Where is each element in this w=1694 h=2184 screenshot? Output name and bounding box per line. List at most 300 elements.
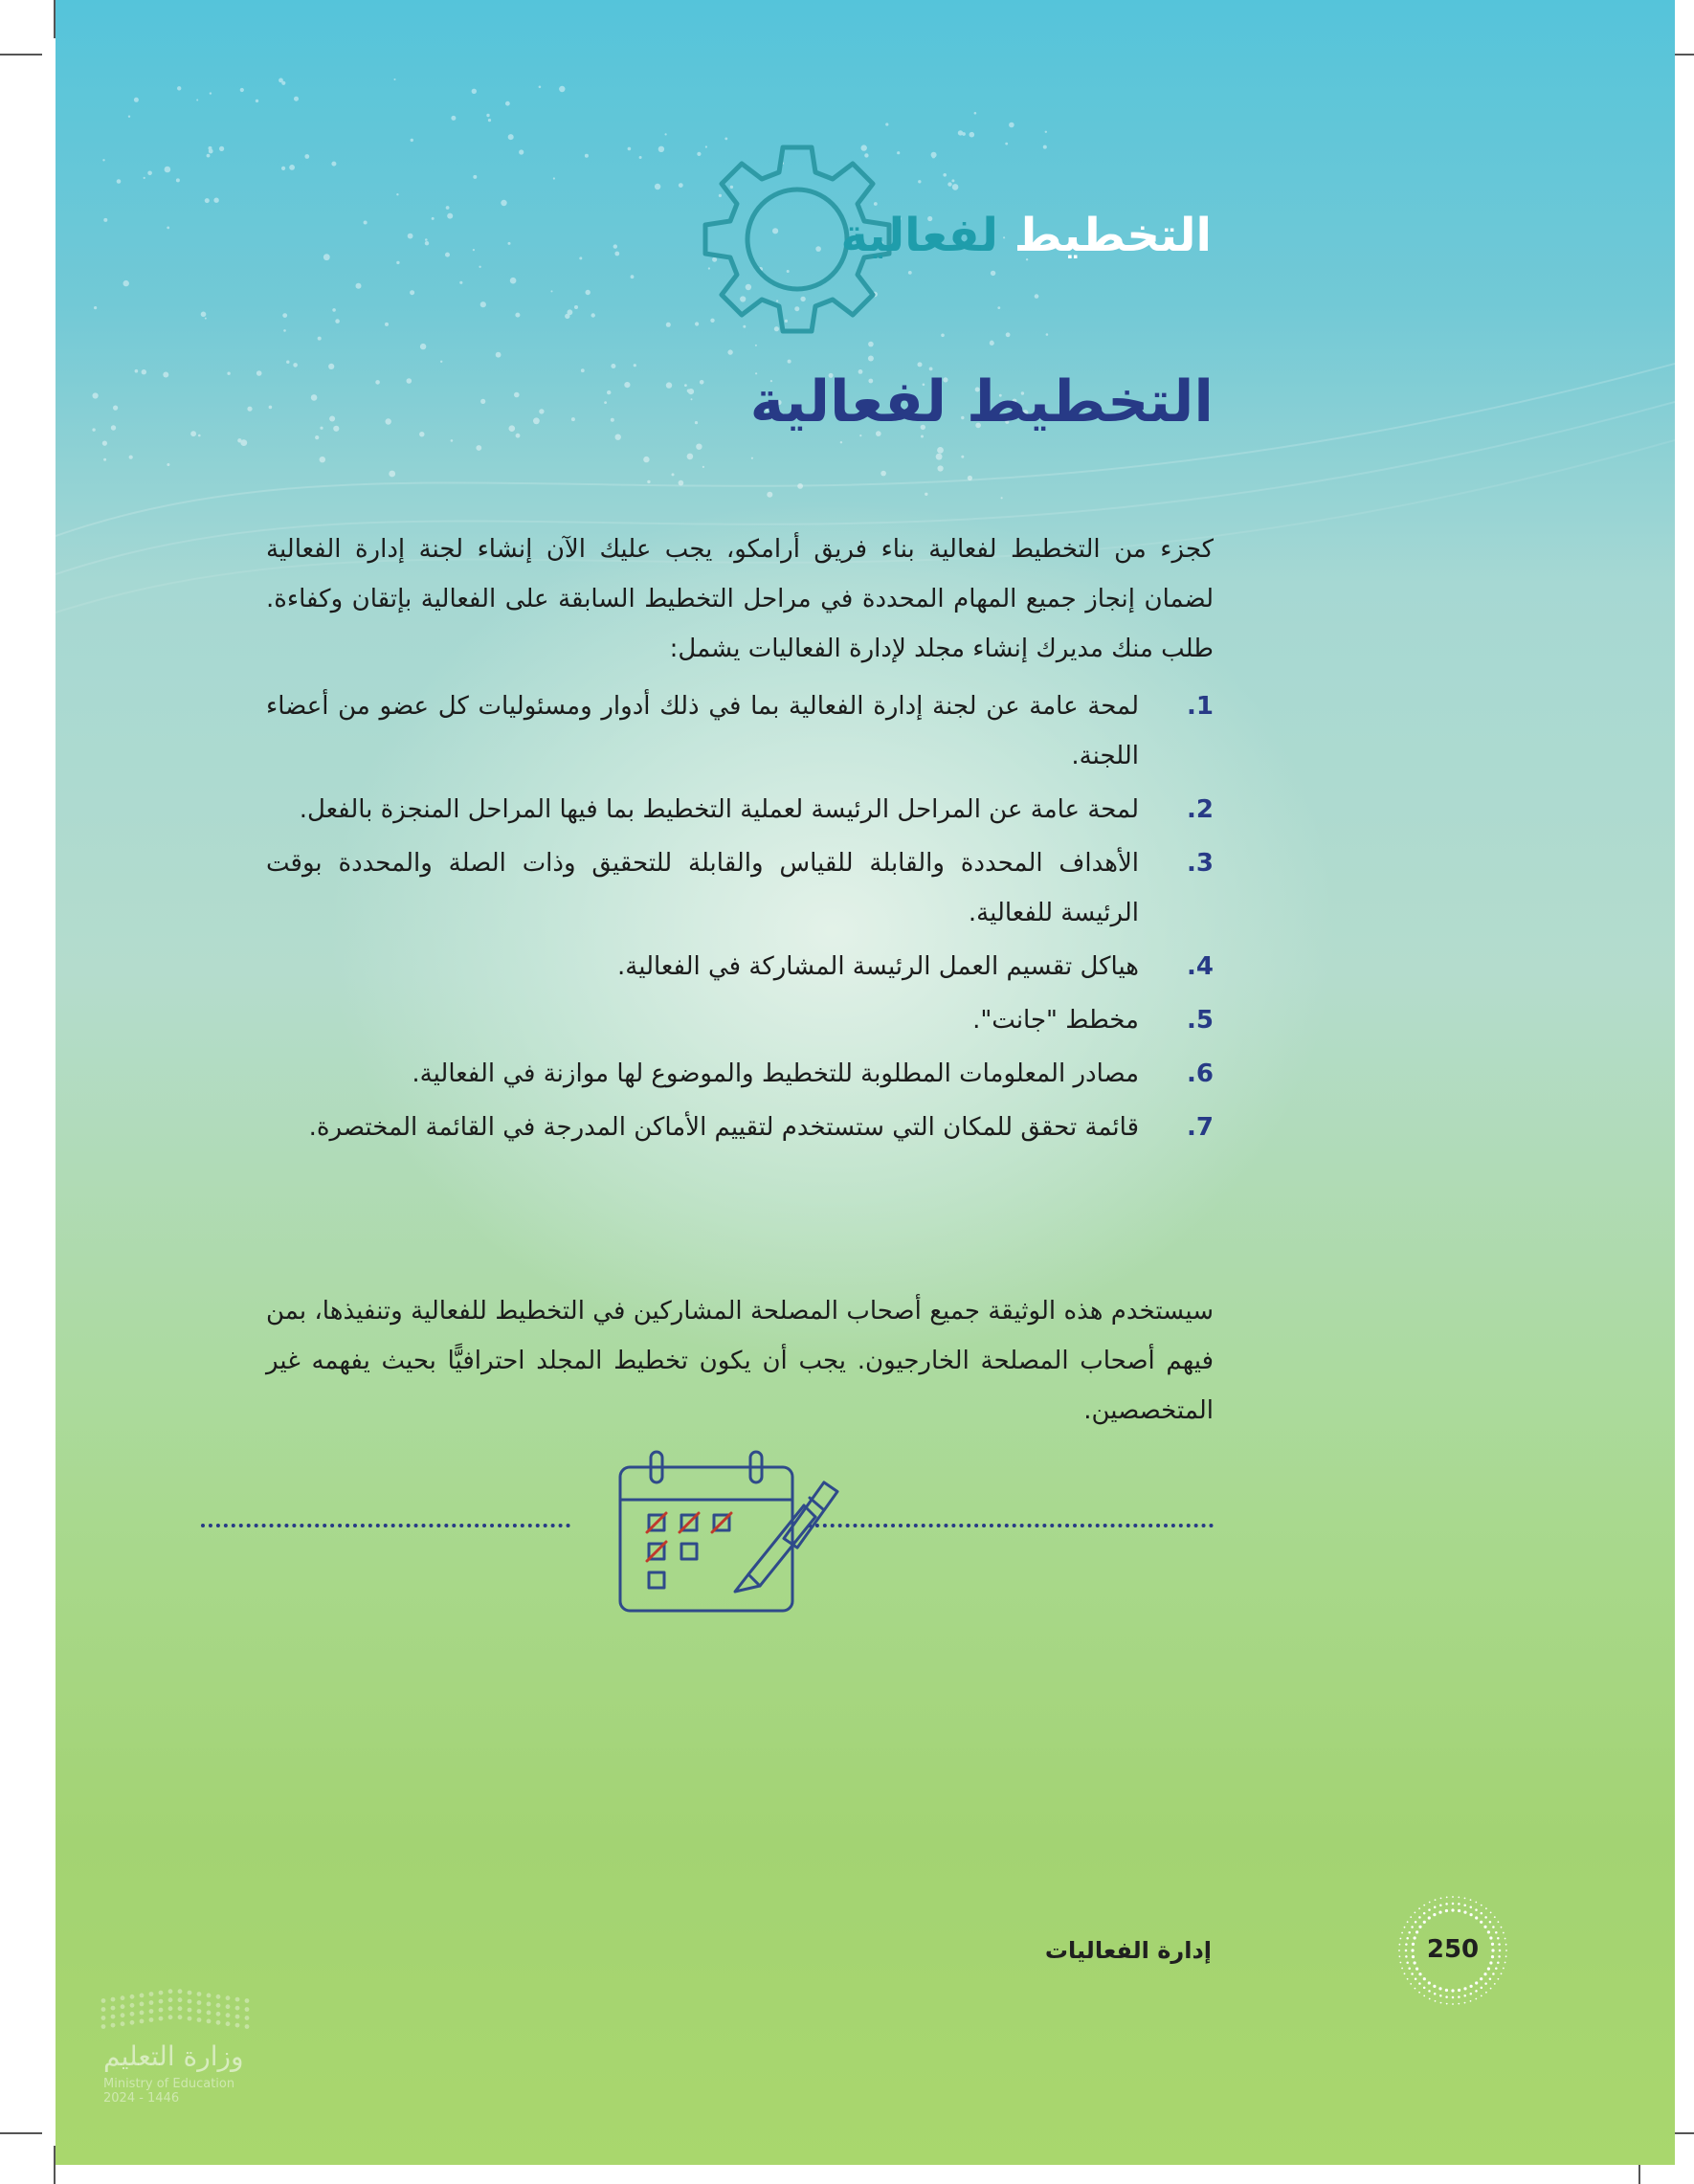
badge-dot — [1485, 1907, 1487, 1909]
decorative-dot — [936, 454, 943, 460]
decorative-dot — [451, 116, 456, 121]
badge-dot — [1487, 1968, 1490, 1971]
badge-dot — [1411, 1926, 1414, 1928]
decorative-dot — [688, 389, 694, 394]
badge-dot — [1445, 1995, 1448, 1998]
decorative-dot — [751, 457, 753, 459]
badge-dot — [1428, 1916, 1431, 1919]
decorative-dot — [328, 364, 334, 369]
decorative-dot — [480, 399, 485, 404]
decorative-dot — [496, 352, 502, 358]
badge-dot — [1445, 1903, 1448, 1905]
list-item-text: هياكل تقسيم العمل الرئيسة المشاركة في الفعالية. — [617, 952, 1139, 981]
ministry-english: Ministry of Education — [103, 2077, 235, 2091]
list-item — [266, 942, 1214, 992]
ministry-logo-dot — [207, 1994, 212, 1998]
ministry-logo-dot — [159, 2008, 164, 2013]
decorative-dot — [767, 492, 772, 498]
list-item-number: 4. — [1187, 952, 1214, 981]
decorative-dot — [240, 439, 247, 446]
decorative-dot — [283, 329, 286, 332]
decorative-dot — [615, 435, 621, 440]
decorative-dot — [315, 435, 319, 439]
decorative-dot — [571, 417, 575, 421]
badge-dot — [1440, 1898, 1442, 1900]
list-item-number: 3. — [1187, 849, 1214, 878]
badge-dot — [1423, 1987, 1426, 1990]
ministry-logo-dot — [188, 2017, 192, 2021]
decorative-dot — [210, 92, 212, 94]
ministry-logo-dot — [159, 1999, 164, 2004]
badge-dot — [1475, 1902, 1477, 1904]
ministry-name: وزارة التعليم — [103, 2040, 244, 2072]
badge-dot — [1470, 2000, 1472, 2002]
badge-dot — [1438, 1911, 1441, 1914]
decorative-dot — [868, 356, 874, 362]
ministry-logo-dot — [245, 2007, 250, 2012]
ministry-logo-dot — [245, 2024, 250, 2029]
decorative-dot — [329, 416, 335, 422]
badge-dot — [1495, 1931, 1498, 1934]
badge-dot — [1452, 1896, 1454, 1898]
decorative-dot — [918, 362, 923, 367]
badge-dot — [1487, 1930, 1490, 1933]
header-title-white: التخطيط — [1014, 209, 1212, 262]
ministry-logo-dot — [226, 2004, 231, 2009]
list-item — [266, 838, 1214, 938]
badge-dot — [1429, 1998, 1431, 2000]
badge-dot — [1418, 1972, 1421, 1975]
badge-dot — [1464, 1898, 1466, 1900]
badge-dot — [1470, 1993, 1473, 1995]
badge-dot — [1428, 1981, 1431, 1984]
badge-dot — [1429, 1902, 1431, 1904]
header-title — [840, 209, 1212, 262]
ministry-logo-dot — [178, 2006, 183, 2011]
badge-dot — [1481, 1905, 1482, 1906]
ministry-logo-dot — [168, 2006, 173, 2011]
decorative-dot — [695, 421, 698, 424]
ministry-logo-dot — [188, 2008, 192, 2013]
decorative-dot — [1046, 333, 1049, 336]
badge-dot — [1445, 1909, 1448, 1912]
ministry-logo-dot — [101, 2007, 106, 2012]
list-item — [266, 785, 1214, 835]
badge-dot — [1484, 1982, 1487, 1985]
badge-dot — [1489, 1978, 1492, 1981]
list-item — [266, 1103, 1214, 1152]
badge-dot — [1411, 1972, 1414, 1975]
list-item-number: 5. — [1187, 1006, 1214, 1035]
ministry-year: 2024 - 1446 — [103, 2091, 180, 2106]
ministry-logo-dot — [140, 1994, 145, 1998]
decorative-dot — [687, 454, 694, 460]
ministry-logo-dot — [216, 2003, 221, 2008]
decorative-dot — [700, 380, 704, 385]
ministry-logo-dot — [101, 2024, 106, 2029]
decorative-dot — [294, 97, 299, 101]
badge-dot — [1458, 1989, 1460, 1992]
badge-dot — [1492, 1926, 1495, 1928]
decorative-dot — [102, 441, 107, 446]
badge-dot — [1408, 1931, 1411, 1934]
decorative-dot — [198, 435, 201, 437]
ministry-logo-dot — [121, 2013, 125, 2017]
badge-dot — [1435, 2000, 1437, 2002]
badge-dot — [1503, 1932, 1505, 1934]
decorative-dot — [559, 86, 565, 92]
ministry-logo-dot — [235, 1997, 240, 2002]
ministry-logo-dot — [149, 2000, 154, 2005]
list-item — [266, 1049, 1214, 1099]
decorative-dot — [129, 456, 133, 459]
decorative-dot — [163, 372, 168, 378]
decorative-dot — [92, 428, 95, 431]
outro-paragraph: سيستخدم هذه الوثيقة جميع أصحاب المصلحة المشاركين في التخطيط للفعالية وتنفيذها، بمن فيهم أصحاب المصلحة الخارجيون. يجب أن يكون تخطيط المجلد احترافيًّا بحيث يفهمه غير المتخصصين. — [266, 1297, 1214, 1425]
decorative-dot — [488, 119, 491, 122]
badge-dot — [1480, 1977, 1482, 1980]
decorative-dot — [516, 434, 521, 438]
decorative-dot — [607, 390, 611, 394]
decorative-dot — [240, 88, 244, 92]
decorative-dot — [93, 392, 99, 398]
badge-dot — [1464, 2002, 1466, 2004]
badge-dot — [1404, 1927, 1406, 1928]
badge-dot — [1415, 1921, 1417, 1924]
decorative-dot — [581, 368, 585, 372]
ministry-logo-dot — [140, 2019, 145, 2024]
decorative-dot — [386, 418, 391, 424]
ministry-logo-dot — [197, 2000, 202, 2005]
list-item-number: 2. — [1187, 795, 1214, 824]
list-item-text: لمحة عامة عن المراحل الرئيسة لعملية التخطيط بما فيها المراحل المنجزة بالفعل. — [299, 795, 1139, 824]
decorative-dot — [389, 471, 395, 478]
decorative-dot — [486, 114, 489, 117]
decorative-dot — [643, 457, 649, 462]
decorative-dot — [691, 398, 693, 400]
badge-dot — [1418, 1926, 1421, 1928]
badge-dot — [1423, 1921, 1426, 1924]
decorative-dot — [539, 86, 542, 89]
badge-dot — [1418, 1992, 1420, 1994]
badge-dot — [1495, 1968, 1498, 1971]
badge-dot — [1480, 1921, 1482, 1924]
badge-dot — [1483, 1972, 1486, 1975]
decorative-dot — [647, 480, 650, 483]
decorative-dot — [279, 78, 283, 83]
decorative-dot — [227, 372, 230, 375]
ministry-logo-dot — [216, 2020, 221, 2025]
badge-dot — [1458, 2003, 1460, 2005]
ministry-logo-dot — [159, 2017, 164, 2021]
list-item-number: 6. — [1187, 1059, 1214, 1088]
badge-dot — [1458, 1995, 1460, 1998]
ministry-logo-dot — [235, 2006, 240, 2011]
badge-dot — [1438, 1987, 1441, 1990]
badge-dot — [1410, 1916, 1412, 1918]
ministry-logo-dot — [245, 2016, 250, 2020]
list-item-text: الأهداف المحددة والقابلة للقياس والقابلة للتحقيق وذات الصلة والمحددة بوقت الرئيسة للفعالية. — [266, 849, 1139, 927]
ministry-logo-dot — [121, 2004, 125, 2009]
calendar-checklist-icon — [591, 1440, 879, 1632]
badge-dot — [1463, 1904, 1466, 1906]
decorative-dot — [375, 380, 380, 385]
ministry-logo-dot — [111, 2023, 116, 2028]
ministry-logo-dot — [168, 2015, 173, 2019]
ministry-logo-dot — [207, 2019, 212, 2024]
ministry-logo-dot — [149, 2017, 154, 2022]
ministry-logo-dot — [111, 2015, 116, 2019]
badge-dot — [1433, 1985, 1436, 1988]
badge-dot — [1501, 1972, 1503, 1974]
badge-dot — [1423, 1977, 1426, 1980]
decorative-dot — [634, 364, 636, 367]
list-item — [266, 995, 1214, 1045]
badge-dot — [1492, 1972, 1495, 1975]
badge-dot — [1446, 1897, 1448, 1899]
ministry-logo-dot — [140, 2002, 145, 2007]
page — [56, 0, 1675, 2165]
ministry-logo-dot — [188, 1991, 192, 1995]
ministry-logo-dot — [197, 2009, 202, 2014]
badge-dot — [1401, 1932, 1403, 1934]
decorative-dot — [880, 471, 886, 477]
ministry-logo-dot — [168, 1997, 173, 2002]
ministry-logo-dot — [101, 2016, 106, 2020]
badge-dot — [1475, 1990, 1478, 1993]
badge-dot — [1452, 1903, 1455, 1905]
ministry-logo-dot — [235, 2023, 240, 2028]
decorative-dot — [1001, 497, 1003, 499]
ministry-logo-dot — [121, 2021, 125, 2026]
badge-dot — [1428, 1990, 1431, 1993]
ministry-logo-dot — [168, 1989, 173, 1994]
ministry-logo-dot — [101, 1998, 106, 2003]
dotted-divider-left — [201, 1524, 570, 1527]
badge-dot — [1498, 1921, 1500, 1923]
badge-dot — [1481, 1912, 1483, 1915]
decorative-dot — [938, 465, 944, 471]
ministry-logo-dot — [130, 2003, 135, 2008]
badge-dot — [1407, 1921, 1409, 1923]
decorative-dot — [142, 369, 146, 374]
decorative-dot — [539, 409, 544, 413]
badge-dot — [1451, 1989, 1454, 1992]
badge-dot — [1418, 1982, 1421, 1985]
page-title: التخطيط لفعالية — [749, 368, 1214, 435]
badge-dot — [1475, 1981, 1478, 1984]
list-item-number: 7. — [1187, 1113, 1214, 1142]
decorative-dot — [514, 392, 520, 398]
decorative-dot — [941, 334, 945, 338]
badge-dot — [1503, 1968, 1505, 1970]
decorative-dot — [666, 382, 672, 388]
badge-dot — [1481, 1987, 1483, 1990]
badge-dot — [1463, 1911, 1466, 1914]
ministry-logo-dot — [111, 1997, 116, 2002]
badge-dot — [1483, 1926, 1486, 1928]
ministry-logo-dot — [197, 2017, 202, 2022]
badge-dot — [1489, 1921, 1492, 1924]
badge-dot — [1475, 1908, 1478, 1911]
badge-dot — [1490, 1912, 1492, 1914]
decorative-dot — [311, 394, 318, 401]
badge-dot — [1475, 1916, 1478, 1919]
ministry-logo-dot — [140, 2011, 145, 2016]
ministry-logo-dot — [159, 1991, 164, 1995]
decorative-dot — [604, 401, 607, 404]
badge-dot — [1501, 1927, 1503, 1928]
badge-dot — [1423, 1905, 1425, 1906]
decorative-dot — [111, 425, 116, 430]
decorative-dot — [128, 116, 130, 118]
decorative-dot — [190, 431, 196, 436]
badge-dot — [1439, 1904, 1442, 1906]
decorative-dot — [394, 78, 396, 80]
decorative-dot — [256, 100, 258, 102]
ministry-logo-dot — [216, 1995, 221, 1999]
page-number: 250 — [1426, 1935, 1480, 1964]
decorative-dot — [611, 418, 614, 422]
decorative-dot — [320, 427, 323, 430]
badge-dot — [1418, 1907, 1420, 1909]
badge-dot — [1498, 1978, 1500, 1980]
decorative-dot — [451, 439, 454, 442]
badge-dot — [1490, 1988, 1492, 1990]
badge-dot — [1418, 1916, 1421, 1919]
decorative-dot — [925, 493, 927, 496]
ministry-logo-dot — [121, 1995, 125, 2000]
decorative-dot — [974, 112, 977, 115]
badge-dot — [1470, 1985, 1473, 1988]
decorative-dot — [840, 441, 842, 443]
ministry-logo-dot — [111, 2006, 116, 2011]
header-title-accent: لفعالية — [840, 209, 998, 262]
badge-dot — [1445, 1989, 1448, 1992]
decorative-dot — [113, 406, 118, 411]
decorative-dot — [440, 361, 442, 363]
badge-dot — [1439, 1995, 1442, 1997]
badge-dot — [1452, 2003, 1454, 2005]
decorative-dot — [167, 463, 169, 466]
decorative-dot — [672, 473, 675, 476]
intro-paragraph: كجزء من التخطيط لفعالية بناء فريق أرامكو، يجب عليك الآن إنشاء لجنة إدارة الفعالية لضمان إنجاز جميع المهام المحددة في مراحل التخطيط السابقة على الفعالية بإتقان وكفاءة. طلب منك مديرك إنشاء مجلد لإدارة الفعاليات يشمل: — [266, 535, 1214, 663]
list-item-text: مخطط "جانت". — [972, 1006, 1139, 1035]
decorative-dot — [293, 363, 298, 368]
ministry-logo-dot — [188, 1999, 192, 2004]
badge-dot — [1415, 1968, 1418, 1971]
badge-dot — [1458, 1909, 1460, 1912]
decorative-dot — [134, 98, 139, 102]
ministry-logo-dot — [130, 2012, 135, 2017]
ministry-logo-dot — [226, 2013, 231, 2017]
badge-dot — [1408, 1968, 1411, 1971]
decorative-dot — [103, 458, 106, 461]
badge-dot — [1415, 1912, 1416, 1914]
ministry-logo-dot — [235, 2015, 240, 2019]
ministry-logo-dot — [226, 2021, 231, 2026]
ministry-logo-dot — [130, 2020, 135, 2025]
list-item-number: 1. — [1187, 692, 1214, 721]
decorative-dot — [318, 337, 322, 341]
ministry-logo-dot — [216, 2012, 221, 2017]
requirements-list — [266, 681, 1214, 1156]
badge-dot — [1463, 1987, 1466, 1990]
decorative-dot — [320, 457, 325, 462]
decorative-dot — [1009, 123, 1014, 128]
list-item-text: مصادر المعلومات المطلوبة للتخطيط والموضوع لها موازنة في الفعالية. — [412, 1059, 1139, 1088]
badge-dot — [1484, 1916, 1487, 1919]
badge-dot — [1415, 1988, 1416, 1990]
badge-dot — [1494, 1983, 1496, 1985]
section-header — [56, 134, 1675, 325]
decorative-dot — [472, 89, 477, 94]
badge-dot — [1434, 1993, 1437, 1995]
decorative-dot — [1045, 131, 1047, 133]
badge-dot — [1440, 2002, 1442, 2004]
badge-dot — [1475, 1998, 1477, 2000]
decorative-dot — [533, 417, 540, 424]
badge-dot — [1485, 1992, 1487, 1994]
ministry-logo-dot — [149, 2009, 154, 2014]
badge-dot — [1458, 1903, 1460, 1905]
decorative-dot — [196, 100, 198, 101]
decorative-dot — [286, 361, 289, 364]
badge-dot — [1446, 2003, 1448, 2005]
badge-dot — [1470, 1899, 1472, 1901]
badge-dot — [1404, 1972, 1406, 1974]
badge-dot — [1451, 1908, 1454, 1911]
badge-dot — [1470, 1905, 1473, 1908]
badge-dot — [1470, 1913, 1473, 1916]
ministry-logo-dot — [149, 1992, 154, 1996]
badge-dot — [1452, 1996, 1455, 1999]
decorative-dot — [611, 364, 615, 368]
decorative-dot — [247, 407, 252, 412]
badge-dot — [1410, 1983, 1412, 1985]
decorative-dot — [684, 384, 687, 387]
decorative-dot — [419, 432, 424, 436]
badge-dot — [1463, 1995, 1466, 1997]
decorative-dot — [269, 406, 273, 410]
ministry-logo-dot — [245, 1998, 250, 2003]
decorative-dot — [990, 341, 994, 345]
ministry-logo-dot — [178, 2015, 183, 2019]
decorative-dot — [177, 86, 181, 90]
decorative-dot — [407, 378, 412, 384]
decorative-dot — [420, 344, 426, 349]
section-label: إدارة الفعاليات — [1044, 1937, 1212, 1964]
decorative-dot — [505, 101, 510, 106]
ministry-logo-dot — [178, 1989, 183, 1994]
badge-dot — [1435, 1899, 1437, 1901]
badge-dot — [1433, 1913, 1436, 1916]
badge-dot — [1415, 1978, 1417, 1981]
badge-dot — [1407, 1978, 1409, 1980]
badge-dot — [1458, 1897, 1460, 1899]
ministry-subtitle — [103, 2077, 234, 2106]
decorative-dot — [135, 369, 139, 373]
decorative-dot — [937, 447, 944, 454]
decorative-dot — [885, 123, 888, 125]
badge-dot — [1428, 1908, 1431, 1911]
badge-dot — [1401, 1968, 1403, 1970]
list-item — [266, 681, 1214, 781]
ministry-logo-dot — [197, 1992, 202, 1996]
badge-dot — [1423, 1995, 1425, 1997]
list-item-text: لمحة عامة عن لجنة إدارة الفعالية بما في ذلك أدوار ومسئوليات كل عضو من أعضاء اللجنة. — [266, 692, 1139, 770]
ministry-logo-dot — [226, 1995, 231, 2000]
